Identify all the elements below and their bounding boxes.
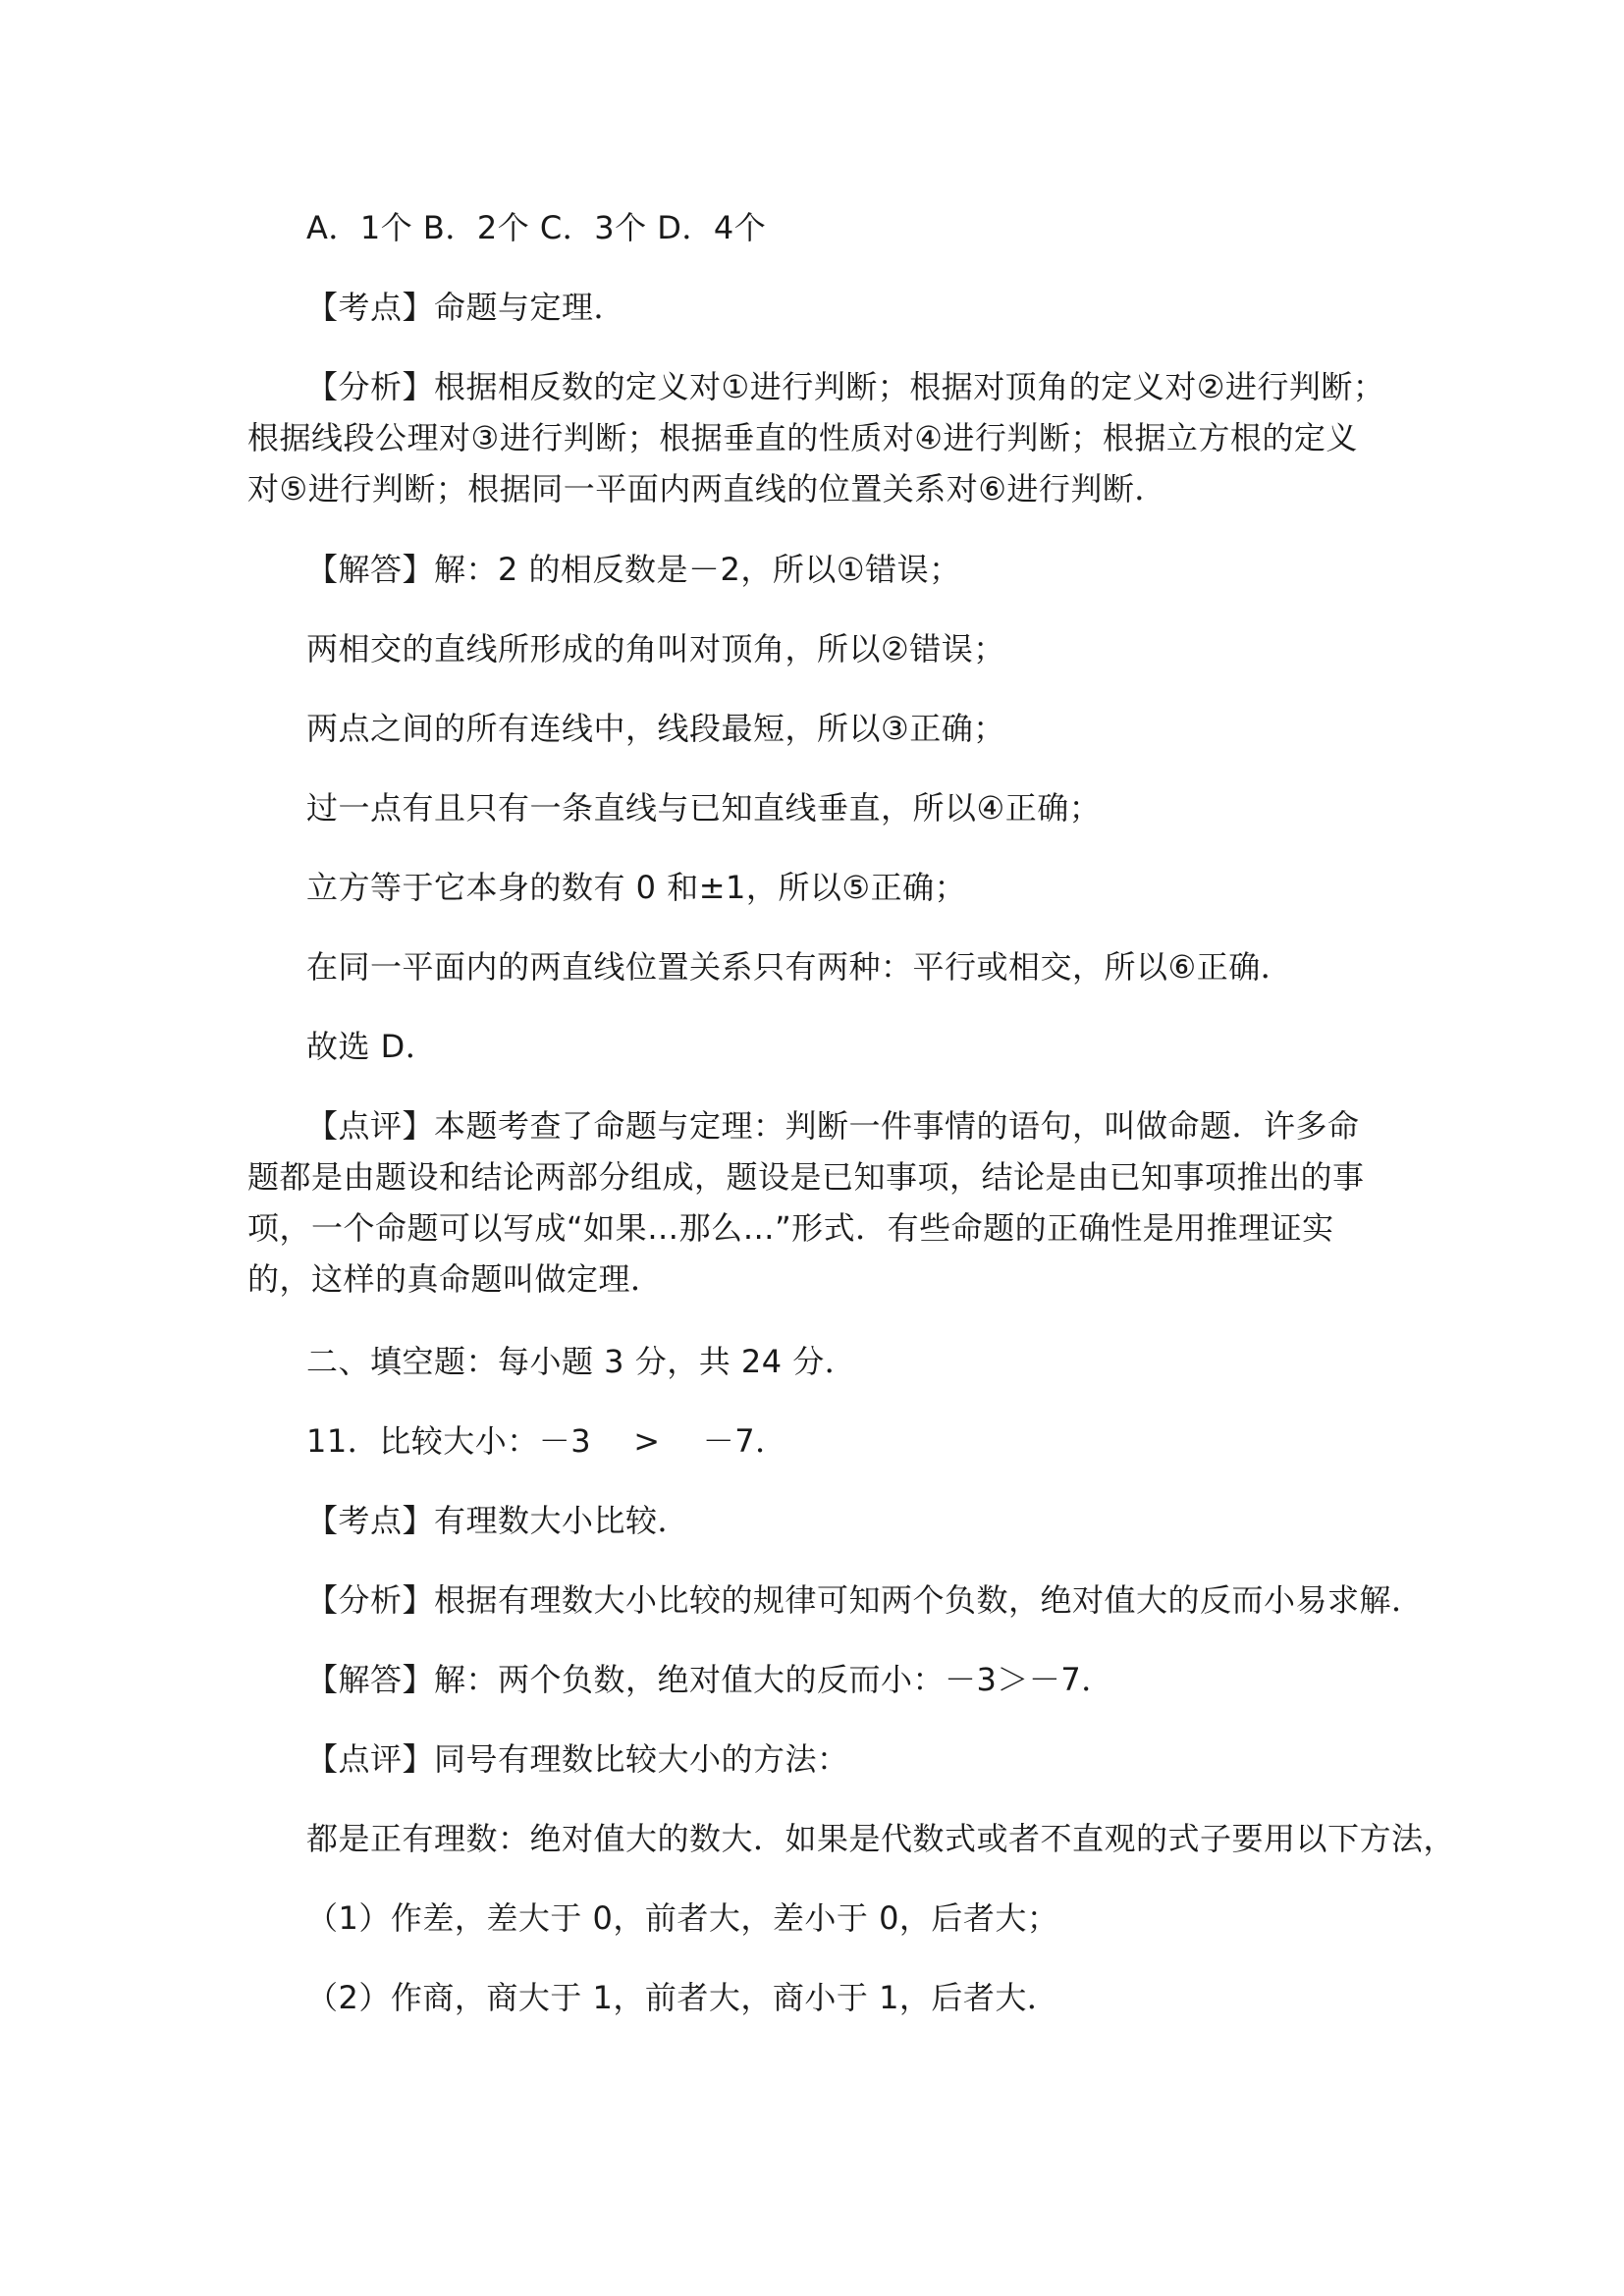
answer-options: A．1个 B．2个 C．3个 D．4个 [306, 209, 767, 246]
fenxi-2: 【分析】根据有理数大小比较的规律可知两个负数，绝对值大的反而小易求解． [306, 1581, 1424, 1619]
dianping-2: 【点评】同号有理数比较大小的方法： [306, 1740, 849, 1778]
jieda-2: 【解答】解：两个负数，绝对值大的反而小：－3＞－7． [306, 1661, 1113, 1698]
kaodian-1: 【考点】命题与定理． [306, 289, 626, 326]
choose-answer: 故选 D． [306, 1028, 438, 1065]
solution-step-2: 两相交的直线所形成的角叫对顶角，所以②错误； [306, 630, 1005, 667]
solution-step-3: 两点之间的所有连线中，线段最短，所以③正确； [306, 710, 1005, 747]
fenxi-1: 【分析】根据相反数的定义对①进行判断；根据对顶角的定义对②进行判断；根据线段公理对③进行判断；根据垂直的性质对④进行判断；根据立方根的定义对⑤进行判断；根据同一平面内两直线的位置关系对⑥进行判断． [247, 368, 1385, 507]
dianping-1: 【点评】本题考查了命题与定理：判断一件事情的语句，叫做命题．许多命题都是由题设和结论两部分组成，题设是已知事项，结论是由已知事项推出的事项，一个命题可以写成“如果…那么…”形式．有些命题的正确性是用推理证实的，这样的真命题叫做定理． [247, 1107, 1365, 1298]
jieda-1: 【解答】解：2 的相反数是－2，所以①错误； [306, 551, 961, 588]
solution-step-6: 在同一平面内的两直线位置关系只有两种：平行或相交，所以⑥正确． [306, 948, 1293, 986]
method-intro: 都是正有理数：绝对值大的数大．如果是代数式或者不直观的式子要用以下方法， [306, 1820, 1456, 1857]
section-heading: 二、填空题：每小题 3 分，共 24 分． [306, 1343, 857, 1380]
kaodian-2: 【考点】有理数大小比较． [306, 1502, 690, 1539]
method-2: （2）作商，商大于 1，前者大，商小于 1，后者大． [306, 1979, 1059, 2016]
method-1: （1）作差，差大于 0，前者大，差小于 0，后者大； [306, 1899, 1059, 1937]
question-11: 11．比较大小：－3 > －7． [306, 1422, 787, 1460]
solution-step-5: 立方等于它本身的数有 0 和±1，所以⑤正确； [306, 869, 967, 906]
solution-step-4: 过一点有且只有一条直线与已知直线垂直，所以④正确； [306, 789, 1102, 827]
